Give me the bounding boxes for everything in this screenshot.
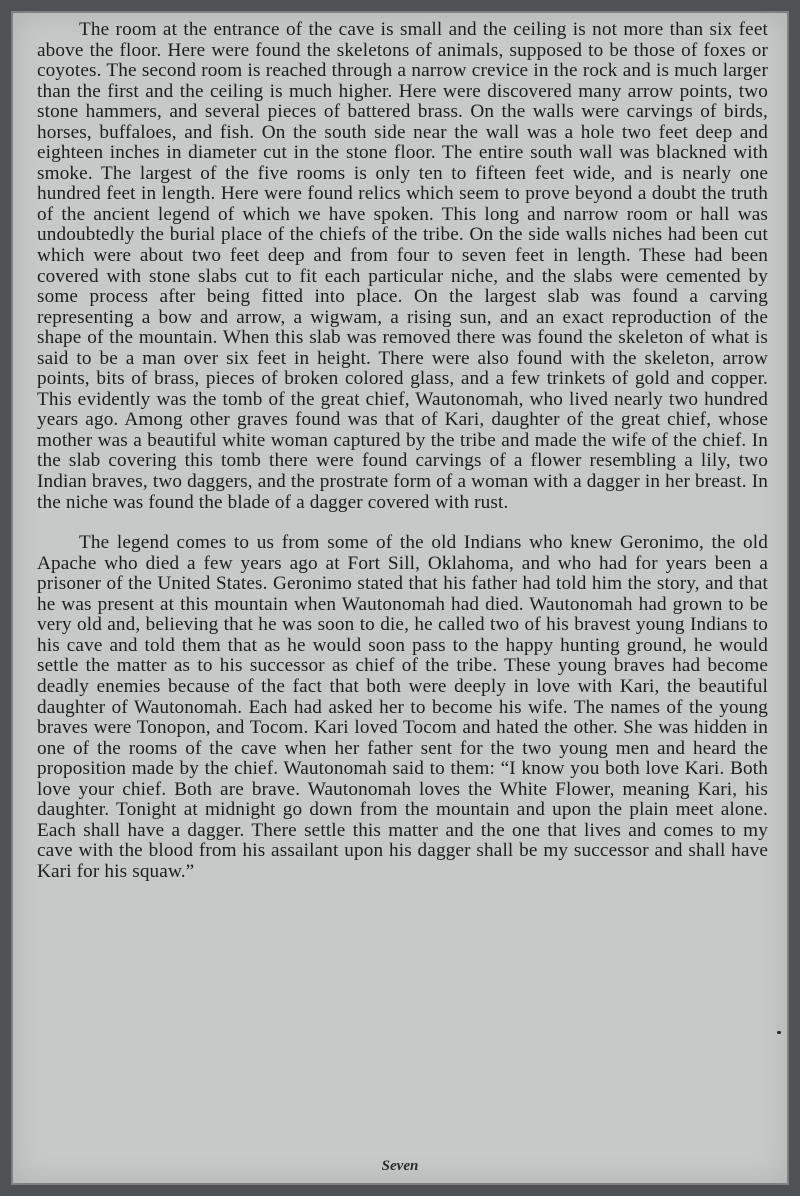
document-page [11, 11, 789, 1185]
page-number: Seven [381, 1158, 419, 1174]
body-text [37, 20, 768, 882]
ink-speck [777, 1031, 781, 1034]
paragraph-legend: The legend comes to us from some of the old Indians who knew Geronimo, the old Apache who died a few years ago at Fort Sill, Oklahoma, and who had for years been a prisoner of the United States. Geronimo stated that his father had told him the story, and that he was present at this mountain when Wautonomah had died. Wautonomah had grown to be very old and, believing that he was soon to die, he called two of his bravest young Indians to his cave and told them that as he would soon pass to the happy hunting ground, he would settle the matter as to his successor as chief of the tribe. These young braves had become deadly enemies because of the fact that both were deeply in love with Kari, the beautiful daughter of Wautonomah. Each had asked her to become his wife. The names of the young braves were Tonopon, and Tocom. Kari loved Tocom and hated the other. She was hidden in one of the rooms of the cave when her father sent for the two young men and heard the proposition made by the chief. Wautonomah said to them: “I know you both love Kari. Both love your chief. Both are brave. Wautonomah loves the White Flower, meaning Kari, his daughter. Tonight at midnight go down from the mountain and upon the plain meet alone. Each shall have a dagger. There settle this matter and the one that lives and comes to my cave with the blood from his assailant upon his dagger shall be my successor and shall have Kari for his squaw.” [37, 532, 768, 882]
paragraph-cave-rooms: The room at the entrance of the cave is small and the ceiling is not more than six feet above the floor. Here were found the skeletons of animals, supposed to be those of foxes or coyotes. The second room is reached through a narrow crevice in the rock and is much larger than the first and the ceiling is much higher. Here were discovered many arrow points, two stone hammers, and several pieces of battered brass. On the walls were carvings of birds, horses, buffaloes, and fish. On the south side near the wall was a hole two feet deep and eighteen inches in diameter cut in the stone floor. The entire south wall was blackned with smoke. The largest of the five rooms is only ten to fifteen feet wide, and is nearly one hundred feet in length. Here were found relics which seem to prove beyond a doubt the truth of the ancient legend of which we have spoken. This long and narrow room or hall was undoubtedly the burial place of the chiefs of the tribe. On the side walls niches had been cut which were about two feet deep and from four to seven feet in length. These had been covered with stone slabs cut to fit each particular niche, and the slabs were cemented by some process after being fitted into place. On the largest slab was found a carving representing a bow and arrow, a wigwam, a rising sun, and an exact reproduction of the shape of the mountain. When this slab was removed there was found the skeleton of what is said to be a man over six feet in height. There were also found with the skeleton, arrow points, bits of brass, pieces of broken colored glass, and a few trinkets of gold and copper. This evidently was the tomb of the great chief, Wautonomah, who lived nearly two hundred years ago. Among other graves found was that of Kari, daughter of the great chief, whose mother was a beautiful white woman captured by the tribe and made the wife of the chief. In the slab covering this tomb there were found carvings of a flower resembling a lily, two Indian braves, two daggers, and the prostrate form of a woman with a dagger in her breast. In the niche was found the blade of a dagger covered with rust. [37, 19, 768, 513]
